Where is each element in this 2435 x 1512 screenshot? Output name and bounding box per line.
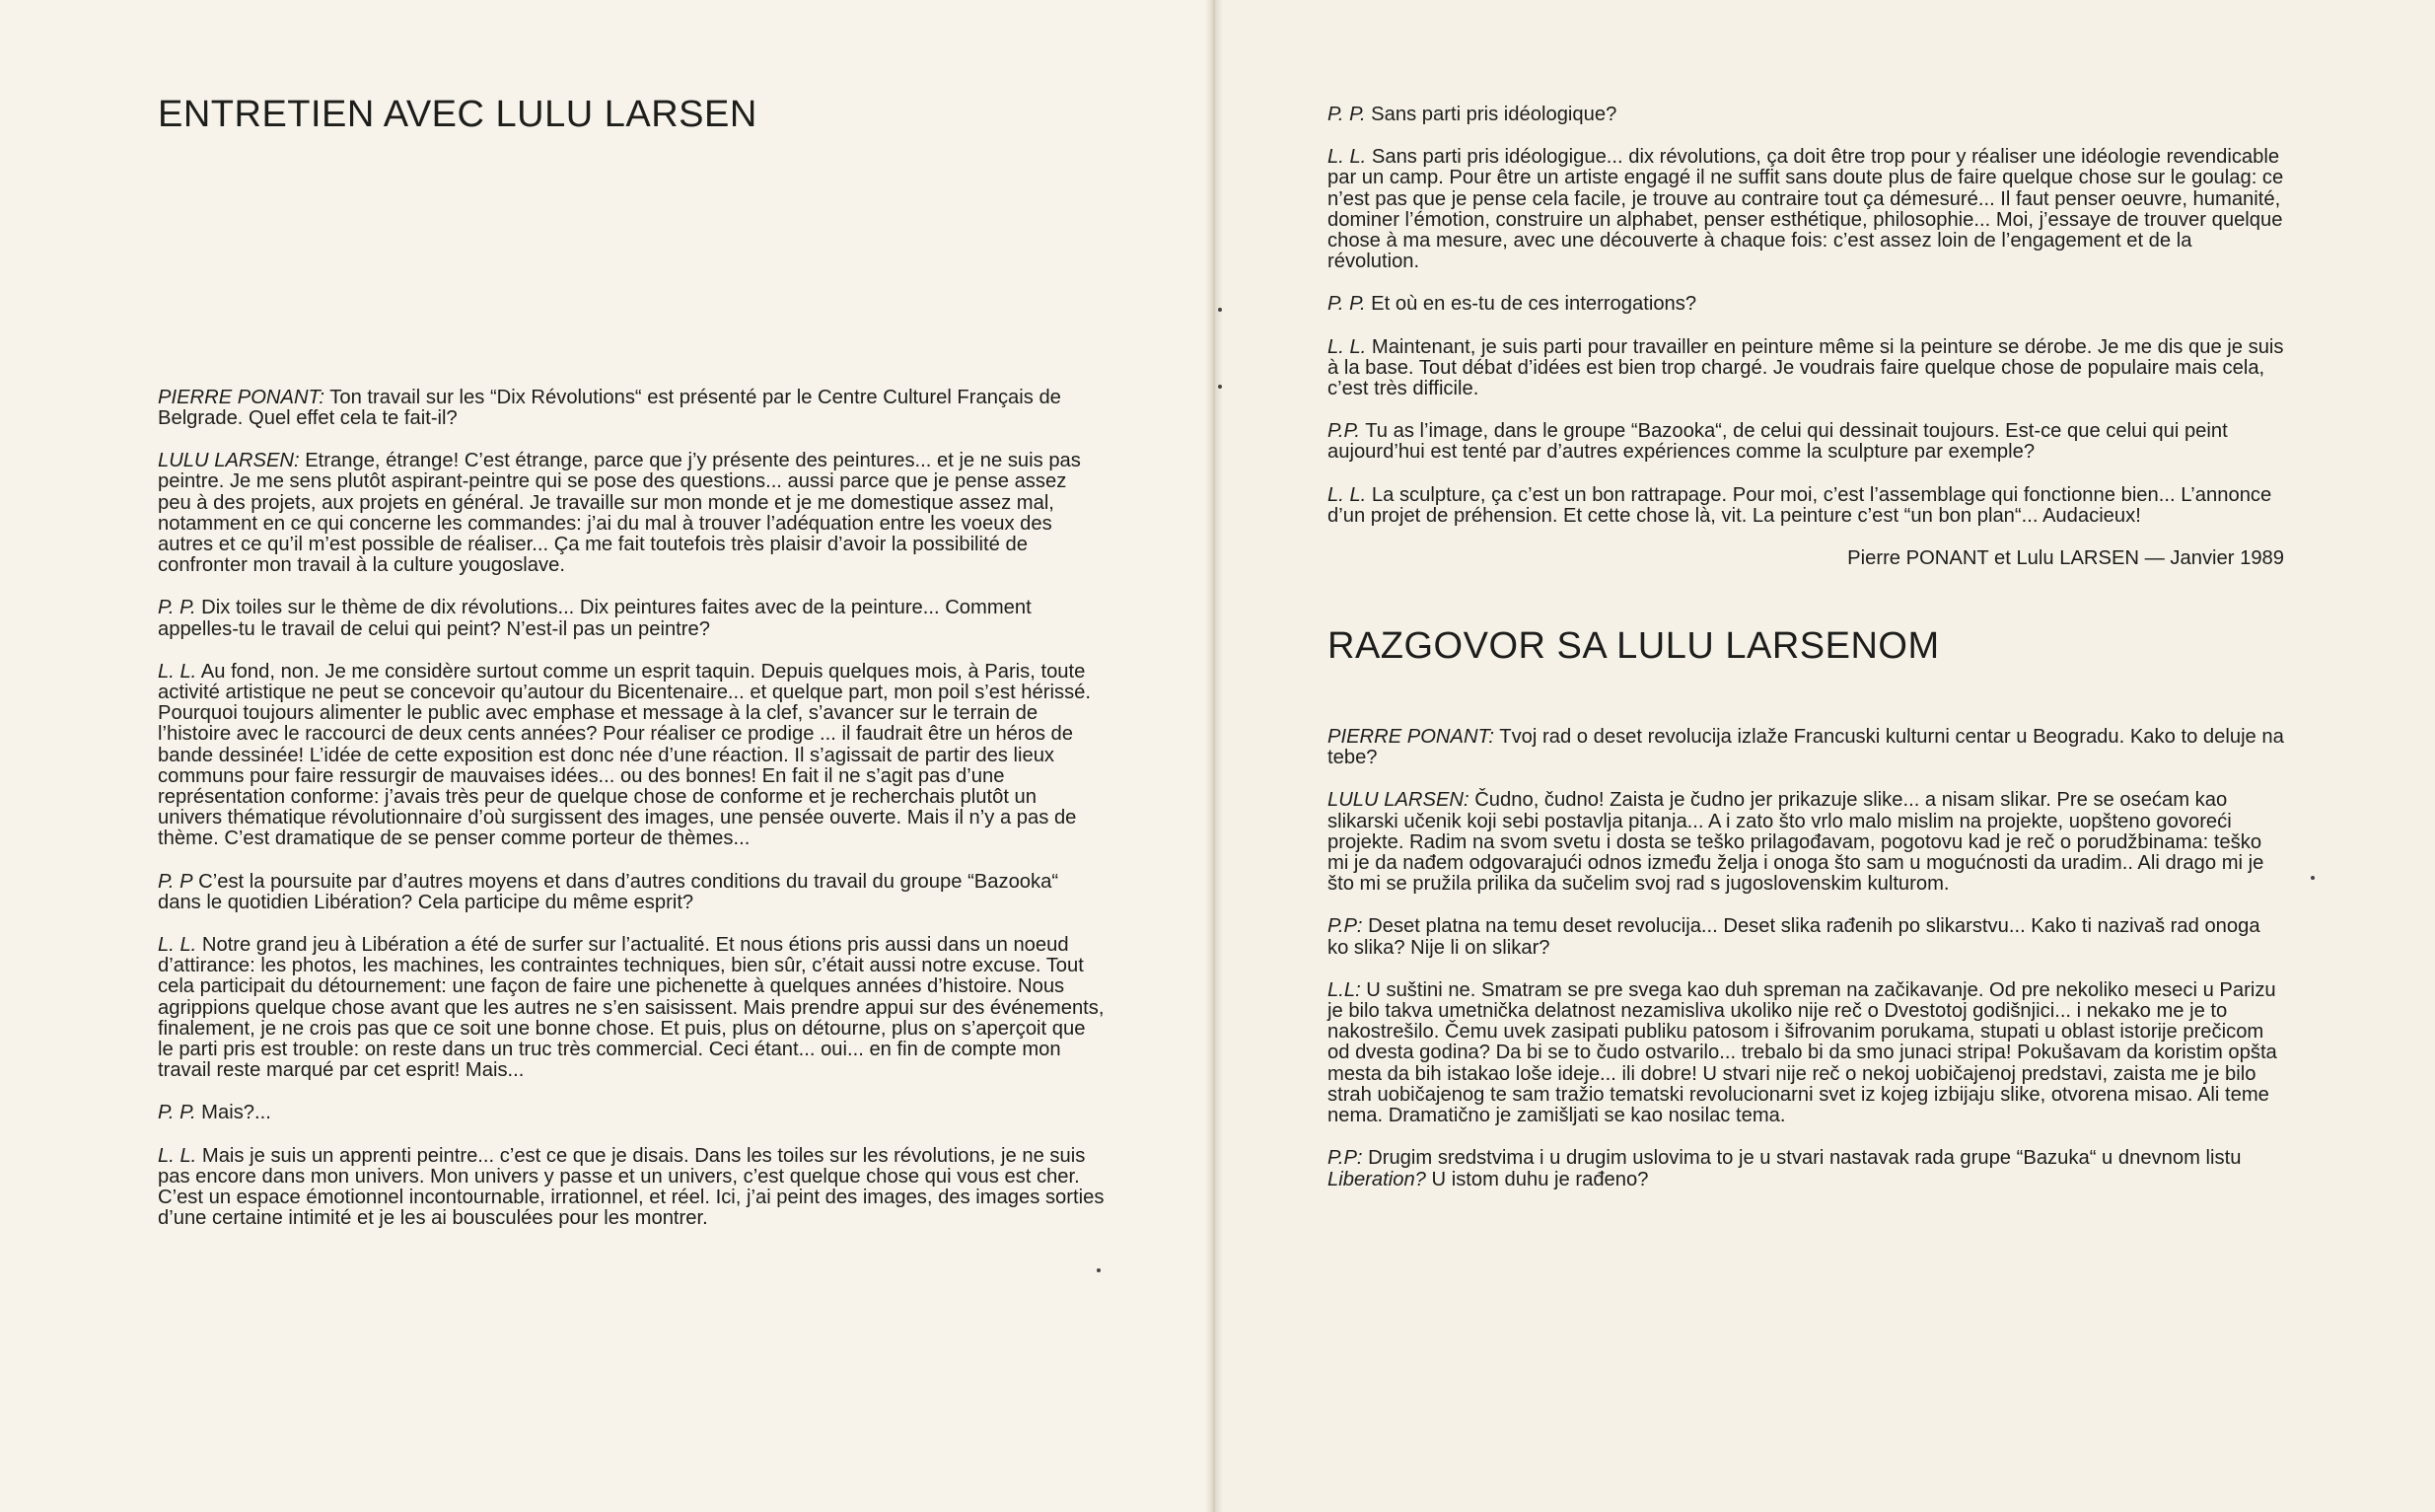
paragraph: [1327, 337, 2284, 400]
paragraph: [1327, 790, 2284, 895]
paragraph: [1327, 294, 2284, 315]
speaker-label: P. P.: [1327, 104, 1366, 125]
speaker-label: L. L.: [1327, 146, 1367, 169]
paragraph: [1327, 147, 2284, 272]
paragraph-text: Tu as l’image, dans le groupe “Bazooka“, de celui qui dessinait toujours. Est-ce que celui qui peint aujourd’hui est tenté par d’autres expériences comme la sculpture par exemple?: [1327, 420, 2228, 464]
page-title: ENTRETIEN AVEC LULU LARSEN: [158, 94, 757, 135]
speaker-label: PIERRE PONANT:: [1327, 726, 1495, 749]
interview-sr: [1327, 727, 2284, 1190]
paragraph: [1327, 105, 2284, 125]
paragraph: [158, 935, 1105, 1081]
paragraph: [1327, 485, 2284, 527]
speaker-label: P. P.: [158, 1102, 196, 1124]
speaker-label: L. L.: [1327, 483, 1367, 506]
paragraph-text: Drugim sredstvima i u drugim uslovima to je u stvari nastavak rada grupe “Bazuka“ u dnevnom listu: [1362, 1147, 2242, 1170]
paragraph: [1327, 980, 2284, 1126]
print-speck: [1218, 385, 1222, 389]
speaker-label: L. L.: [158, 660, 197, 683]
paragraph-text: C’est la poursuite par d’autres moyens et dans d’autres conditions du travail du groupe “Bazooka“ dans le quotidien Libération? Cela participe du même esprit?: [158, 870, 1059, 913]
paragraph-text: Et où en es-tu de ces interrogations?: [1365, 293, 1697, 316]
paragraph-text: Mais?...: [195, 1102, 271, 1124]
speaker-label: L. L.: [158, 934, 197, 957]
interview-fr-part2: [1327, 105, 2284, 569]
paragraph-text: Notre grand jeu à Libération a été de surfer sur l’actualité. Et nous étions pris aussi dans un noeud d’attirance: les photos, les machines, les contraintes techniques, bien sûr, c’était aussi notre excuse. Tout cela participait du détournement: une façon de faire une pichenette à quelques années d’histoire. Nous agrippions quelque chose avant que les autres ne s’en saisissent. Mais prendre appui sur des événements, finalement, je ne crois pas que ce soit une bonne chose. Et puis, plus on détourne, plus on s’aperçoit que le parti pris est trouble: on reste dans un truc très commercial. Ceci étant... oui... en fin de compte mon travail reste marqué par cet esprit! Mais...: [158, 934, 1105, 1082]
print-speck: [1218, 308, 1222, 312]
paragraph: [158, 1103, 1105, 1123]
paragraph: [158, 1146, 1105, 1230]
paragraph-text: Maintenant, je suis parti pour travailler en peinture même si la peinture se dérobe. Je me dis que je suis à la base. Tout débat d’idées est bien trop chargé. Je voudrais faire quelque chose de populaire mais cela, c’est très difficile.: [1327, 335, 2284, 400]
paragraph-text: Etrange, étrange! C’est étrange, parce que j’y présente des peintures... et je ne suis pas peintre. Je me sens plutôt aspirant-peintre qui se pose des questions... aussi parce que je pense assez peu à des projets, aux projets en général. Je travaille sur mon monde et je me domestique assez mal, notamment en ce qui concerne les commandes: j’ai du mal à trouver l’adéquation entre les voeux des autres et ce qu’il m’est possible de réaliser... Ça me fait toutefois très plaisir d’avoir la possibilité de confronter mon travail à la culture yougoslave.: [158, 450, 1081, 577]
interview-fr-part1: [158, 388, 1105, 1230]
paragraph-text: Dix toiles sur le thème de dix révolutions... Dix peintures faites avec de la peinture... Comment appelles-tu le travail de celui qui peint? N’est-il pas un peintre?: [158, 597, 1032, 640]
paragraph: [158, 872, 1105, 913]
paragraph: [1327, 916, 2284, 958]
signature: Pierre PONANT et Lulu LARSEN — Janvier 1989: [1847, 547, 2284, 570]
paragraph: [158, 662, 1105, 850]
print-speck: [2311, 876, 2315, 880]
speaker-label: PIERRE PONANT:: [158, 386, 325, 408]
speaker-label: L. L.: [158, 1144, 197, 1167]
paragraph-text: Tvoj rad o deset revolucija izlaže Francuski kulturni centar u Beogradu. Kako to deluje na tebe?: [1327, 726, 2284, 769]
speaker-label: P. P.: [158, 597, 196, 619]
speaker-label: P.P:: [1327, 915, 1363, 938]
paragraph: [1327, 421, 2284, 463]
speaker-label: LULU LARSEN:: [1327, 789, 1469, 812]
speaker-label: P.P:: [1327, 1147, 1363, 1170]
speaker-label: L.L:: [1327, 978, 1361, 1001]
left-column: [158, 95, 1105, 1252]
speaker-label: P.P.: [1327, 420, 1360, 443]
paragraph-text: Sans parti pris idéologigue... dix révolutions, ça doit être trop pour y réaliser une idéologie revendicable par un camp. Pour être un artiste engagé il ne suffit sans doute plus de faire quelque chose sur le goulag: ce n’est pas que je pense cela facile, je trouve au contraire tout ça démesuré... Il faut penser oeuvre, humanité, dominer l’émotion, construire un alphabet, penser esthétique, philosophie... Moi, j’essaye de trouver quelque chose à ma mesure, avec une découverte à chaque fois: c’est assez loin de l’engagement et de la révolution.: [1327, 146, 2284, 273]
speaker-label: L. L.: [1327, 335, 1367, 358]
newspaper-title: Liberation?: [1327, 1168, 1426, 1190]
paragraph-text: Mais je suis un apprenti peintre... c’est ce que je disais. Dans les toiles sur les révolutions, je ne suis pas encore dans mon univers. Mon univers y passe et un univers, c’est quelque chose qui vous est cher. C’est un espace émotionnel incontournable, irrationnel, et réel. Ici, j’ai peint des images, des images sorties d’une certaine intimité et je les ai bousculées pour les montrer.: [158, 1144, 1105, 1230]
paragraph-text: U istom duhu je rađeno?: [1425, 1168, 1649, 1190]
paragraph-text: La sculpture, ça c’est un bon rattrapage. Pour moi, c’est l’assemblage qui fonctionne bien... L’annonce d’un projet de préhension. Et cette chose là, vit. La peinture c’est “un bon plan“... Audacieux!: [1327, 483, 2272, 527]
book-gutter: [1205, 0, 1223, 1512]
paragraph-text: U suštini ne. Smatram se pre svega kao duh spreman na začikavanje. Od pre nekoliko meseci u Parizu je bilo takva umetnička delatnost nezamisliva ukoliko nije reč o Dvestotoj godišnjici... i nekako me je to nakostrešilo. Čemu uvek zasipati publiku patosom i šifrovanim porukama, stupati u oblast istorije prečicom od dvesta godina? Da bi se to čudo ostvarilo... trebalo bi da smo junaci stripa! Pokušavam da koristim opšta mesta da bih istakao loše ideje... ili dobre! U stvari nije reč o nekoj uobičajenoj predstavi, zaista me je bilo strah uobičajenog te sam tražio tematski revolucionarni svet iz kojeg izbijaju slike, otvorena misao. Ali teme nema. Dramatično je zamišljati se kao nosilac tema.: [1327, 978, 2277, 1127]
paragraph-text: Ton travail sur les “Dix Révolutions“ est présenté par le Centre Culturel Français de Belgrade. Quel effet cela te fait-il?: [158, 386, 1061, 429]
paragraph-text: Čudno, čudno! Zaista je čudno jer prikazuje slike... a nisam slikar. Pre se osećam kao slikarski učenik koji sebi postavlja pitanja... A i zato što vrlo malo mislim na projekte, uopšteno govoreći projekte. Radim na svom svetu i dosta se teško prilagođavam, pogotovu kad je reč o porudžbinama: teško mi je da nađem odgovarajući odnos između želja i onoga što sam u mogućnosti da uradim.. Ali drago mi je što mi se pružila prilika da sučelim svoj rad s jugoslovenskim kulturom.: [1327, 789, 2264, 896]
speaker-label: P. P: [158, 870, 193, 893]
paragraph: [158, 598, 1105, 639]
paragraph: [1327, 1148, 2284, 1189]
right-column: [1327, 105, 2284, 1212]
print-speck: [1097, 1268, 1101, 1272]
speaker-label: P. P.: [1327, 293, 1366, 316]
speaker-label: LULU LARSEN:: [158, 450, 300, 472]
paragraph: [158, 388, 1105, 429]
paragraph-text: Sans parti pris idéologique?: [1365, 104, 1617, 125]
section-title: RAZGOVOR SA LULU LARSENOM: [1327, 625, 1940, 668]
paragraph: [1327, 727, 2284, 768]
paragraph: [158, 451, 1105, 576]
paragraph-text: Deset platna na temu deset revolucija... Deset slika rađenih po slikarstvu... Kako ti nazivaš rad onoga ko slika? Nije li on slikar?: [1327, 915, 2260, 959]
paragraph-text: Au fond, non. Je me considère surtout comme un esprit taquin. Depuis quelques mois, à Paris, toute activité artistique ne peut se concevoir qu’autour du Bicentenaire... et quelque part, mon poil s’est hérissé. Pourquoi toujours alimenter le public avec emphase et message à la clef, s’avancer sur le terrain de l’histoire avec le raccourci de deux cents années? Pour réaliser ce prodige ... il faudrait être un héros de bande dessinée! L’idée de cette exposition est donc née d’une réaction. Il s’agissait de partir des lieux communs pour faire ressurgir de mauvaises idées... ou des bonnes! En fait il ne s’agit pas d’une représentation conforme: j’avais très peur de quelque chose de conforme et je recherchais plutôt un univers thématique révolutionnaire d’où surgissent des images, une pensée ouverte. Mais il n’y a pas de thème. C’est dramatique de se penser comme porteur de thèmes...: [158, 660, 1091, 850]
